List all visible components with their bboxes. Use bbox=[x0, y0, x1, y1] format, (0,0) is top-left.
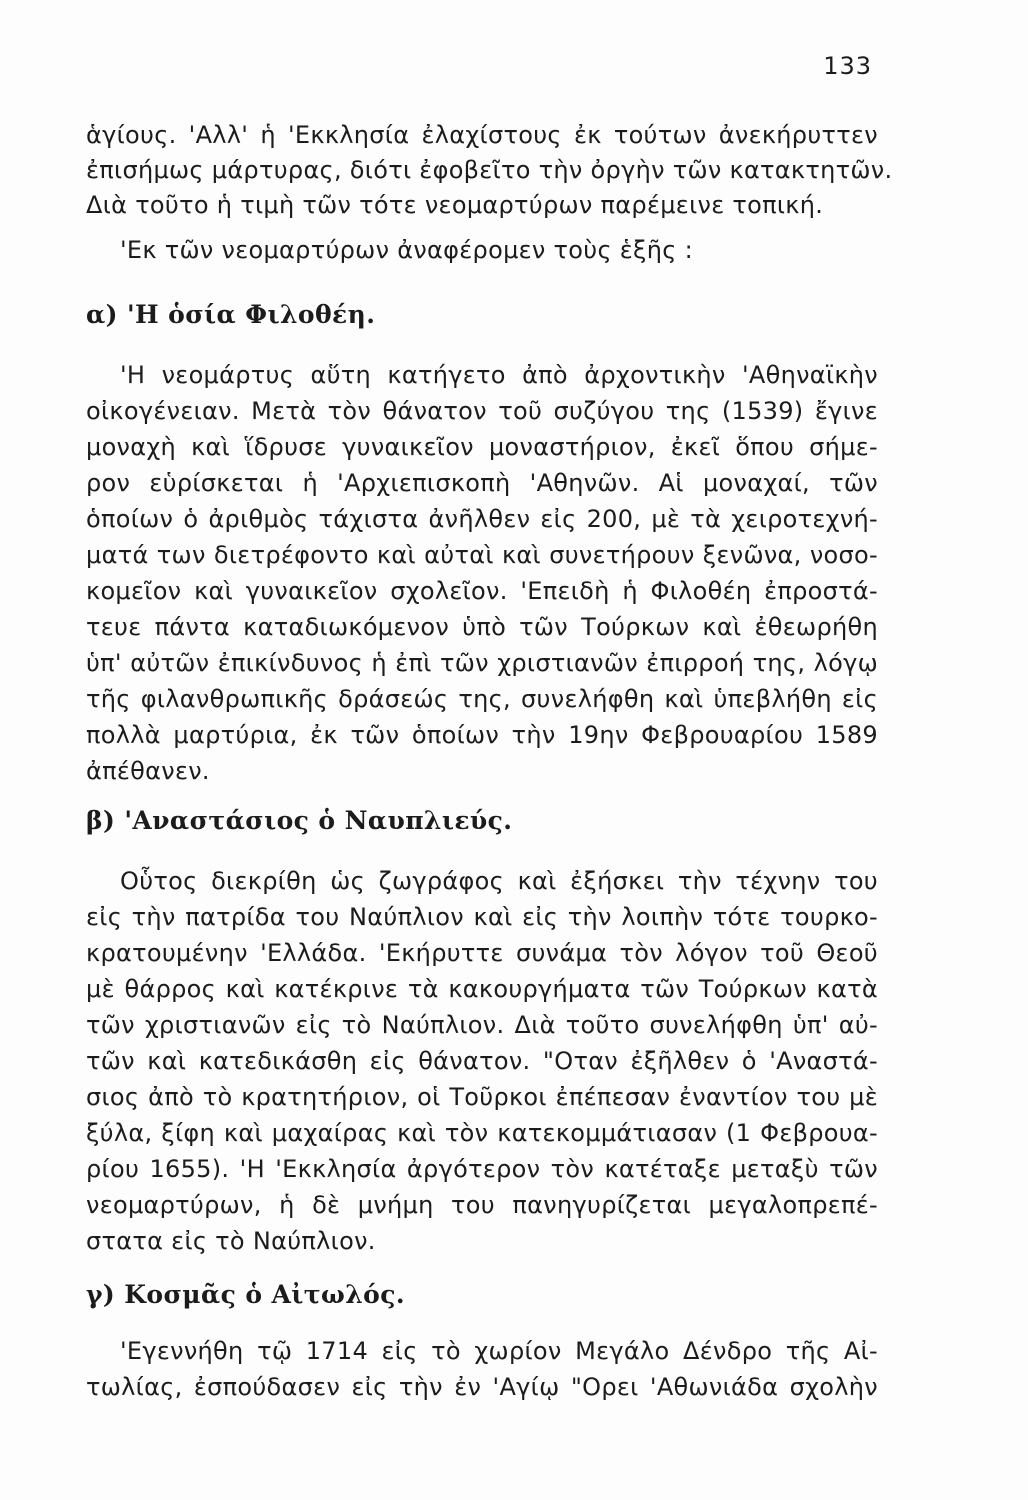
text-line: ξύλα, ξίφη καὶ μαχαίρας καὶ τὸν κατεκομμάτιασαν (1 Φεβρουα- bbox=[86, 1119, 878, 1147]
text-line: 'Εγεννήθη τῷ 1714 εἰς τὸ χωρίον Μεγάλο Δένδρο τῆς Αἰ- bbox=[120, 1337, 878, 1365]
text-line: ματά των διετρέφοντο καὶ αὐταὶ καὶ συνετήρουν ξενῶνα, νοσο- bbox=[86, 541, 878, 569]
text-line: μοναχὴ καὶ ἵδρυσε γυναικεῖον μοναστήριον, ἐκεῖ ὅπου σήμε- bbox=[86, 433, 878, 461]
text-line: 'Εκ τῶν νεομαρτύρων ἀναφέρομεν τοὺς ἑξῆς : bbox=[120, 236, 693, 264]
text-line: ὑπ' αὐτῶν ἐπικίνδυνος ἡ ἐπὶ τῶν χριστιανῶν ἐπιρροή της, λόγῳ bbox=[86, 649, 878, 677]
section-heading-a: α) 'Η ὁσία Φιλοθέη. bbox=[86, 300, 376, 329]
text-line: κρατουμένην 'Ελλάδα. 'Εκήρυττε συνάμα τὸν λόγον τοῦ Θεοῦ bbox=[86, 939, 878, 967]
text-line: ρον εὑρίσκεται ἡ 'Αρχιεπισκοπὴ 'Αθηνῶν. Αἱ μοναχαί, τῶν bbox=[86, 469, 878, 497]
text-line: Διὰ τοῦτο ἡ τιμὴ τῶν τότε νεομαρτύρων παρέμεινε τοπική. bbox=[86, 191, 824, 219]
text-line: σιος ἀπὸ τὸ κρατητήριον, οἱ Τοῦρκοι ἐπέπεσαν ἐναντίον του μὲ bbox=[86, 1083, 878, 1111]
text-line: τῶν χριστιανῶν εἰς τὸ Ναύπλιον. Διὰ τοῦτο συνελήφθη ὑπ' αὐ- bbox=[86, 1011, 878, 1039]
text-line: ρίου 1655). 'Η 'Εκκλησία ἀργότερον τὸν κατέταξε μεταξὺ τῶν bbox=[86, 1155, 878, 1183]
text-line: ὁποίων ὁ ἀριθμὸς τάχιστα ἀνῆλθεν εἰς 200, μὲ τὰ χειροτεχνή- bbox=[86, 505, 878, 533]
section-heading-c: γ) Κοσμᾶς ὁ Αἰτωλός. bbox=[86, 1280, 405, 1309]
text-line: νεομαρτύρων, ἡ δὲ μνήμη του πανηγυρίζεται μεγαλοπρεπέ- bbox=[86, 1191, 878, 1219]
text-line: τῆς φιλανθρωπικῆς δράσεώς της, συνελήφθη καὶ ὑπεβλήθη εἰς bbox=[86, 685, 878, 713]
text-line: 'Η νεομάρτυς αὕτη κατήγετο ἀπὸ ἀρχοντικὴν 'Αθηναϊκὴν bbox=[120, 361, 878, 389]
text-line: τωλίας, ἐσπούδασεν εἰς τὴν ἐν 'Αγίῳ "Ορει 'Αθωνιάδα σχολὴν bbox=[86, 1373, 878, 1401]
text-line: μὲ θάρρος καὶ κατέκρινε τὰ κακουργήματα τῶν Τούρκων κατὰ bbox=[86, 975, 878, 1003]
text-line: στατα εἰς τὸ Ναύπλιον. bbox=[86, 1227, 376, 1255]
text-line: ἐπισήμως μάρτυρας, διότι ἐφοβεῖτο τὴν ὀργὴν τῶν κατακτητῶν. bbox=[86, 156, 893, 184]
text-line: τευε πάντα καταδιωκόμενον ὑπὸ τῶν Τούρκων καὶ ἐθεωρήθη bbox=[86, 613, 878, 641]
text-line: εἰς τὴν πατρίδα του Ναύπλιον καὶ εἰς τὴν λοιπὴν τότε τουρκο- bbox=[86, 903, 878, 931]
text-line: τῶν καὶ κατεδικάσθη εἰς θάνατον. "Οταν ἐξῆλθεν ὁ 'Αναστά- bbox=[86, 1047, 878, 1075]
text-line: ἁγίους. 'Αλλ' ἡ 'Εκκλησία ἐλαχίστους ἐκ τούτων ἀνεκήρυττεν bbox=[86, 121, 878, 149]
text-line: πολλὰ μαρτύρια, ἐκ τῶν ὁποίων τὴν 19ην Φεβρουαρίου 1589 bbox=[86, 721, 878, 749]
text-line: ἀπέθανεν. bbox=[86, 757, 210, 785]
text-line: Οὗτος διεκρίθη ὡς ζωγράφος καὶ ἐξήσκει τὴν τέχνην του bbox=[120, 867, 878, 895]
section-heading-b: β) 'Αναστάσιος ὁ Ναυπλιεύς. bbox=[86, 806, 513, 835]
text-line: οἰκογένειαν. Μετὰ τὸν θάνατον τοῦ συζύγου της (1539) ἔγινε bbox=[86, 397, 878, 425]
page-number: 133 bbox=[823, 52, 872, 80]
text-line: κομεῖον καὶ γυναικεῖον σχολεῖον. 'Επειδὴ ἡ Φιλοθέη ἐπροστά- bbox=[86, 577, 878, 605]
